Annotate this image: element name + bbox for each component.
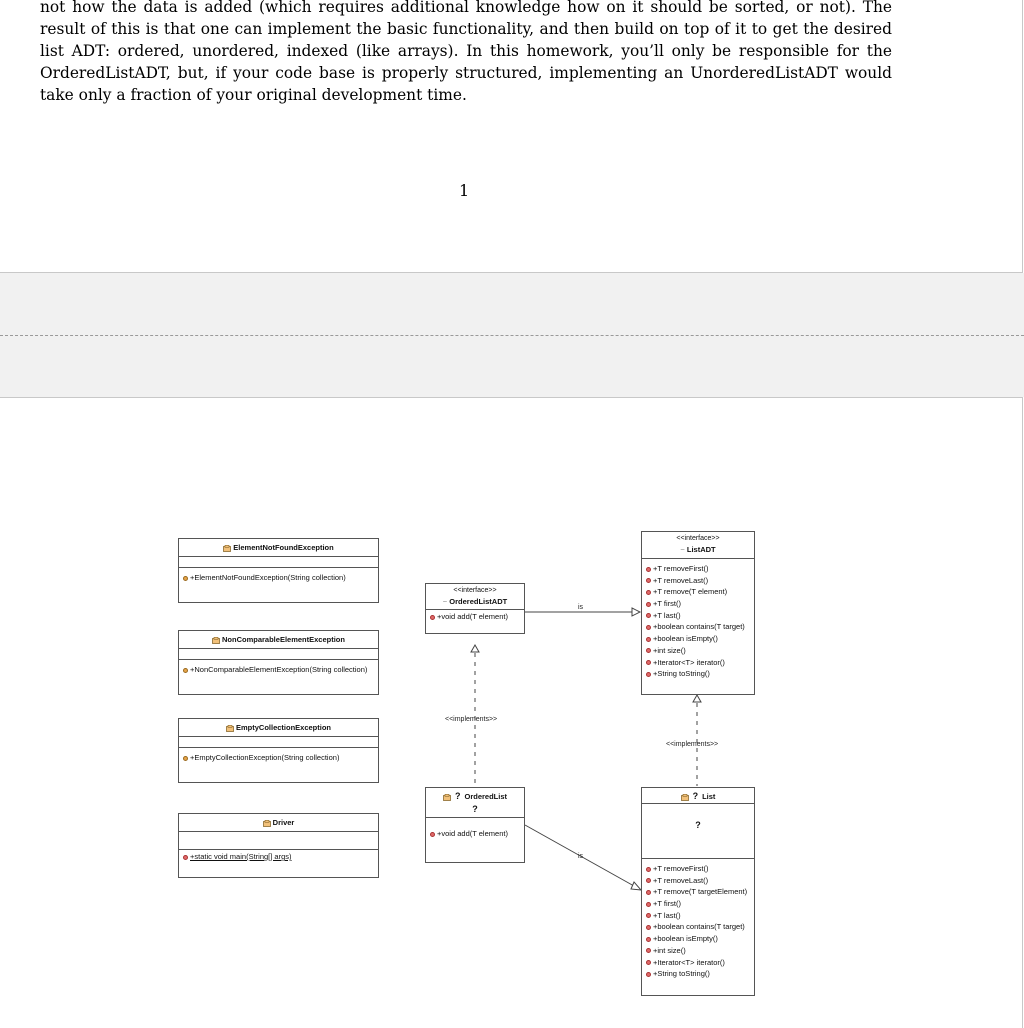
document-page-1 bbox=[0, 0, 1023, 273]
ordered-list-adt-interface bbox=[425, 583, 525, 634]
class-header bbox=[179, 814, 378, 832]
method-row: +boolean isEmpty() bbox=[642, 933, 754, 945]
class-name: NonComparableElementException bbox=[222, 635, 345, 644]
public-method-icon bbox=[646, 902, 651, 907]
public-method-icon bbox=[646, 660, 651, 665]
public-method-icon bbox=[646, 590, 651, 595]
generalization-arrow-2 bbox=[631, 882, 641, 890]
public-method-icon bbox=[646, 913, 651, 918]
public-method-icon bbox=[646, 948, 651, 953]
public-method-icon bbox=[646, 972, 651, 977]
public-method-icon bbox=[646, 925, 651, 930]
fields-section bbox=[179, 737, 378, 748]
class-title bbox=[426, 788, 524, 803]
method-row: +T first() bbox=[642, 598, 754, 610]
method-row: +T last() bbox=[642, 610, 754, 622]
class-header bbox=[179, 539, 378, 557]
public-method-icon bbox=[646, 960, 651, 965]
realization-arrow-1 bbox=[471, 645, 479, 652]
realization-arrow-2 bbox=[693, 695, 701, 702]
class-body-placeholder: ? bbox=[472, 804, 478, 814]
class-name: List bbox=[702, 792, 716, 801]
class-icon bbox=[223, 545, 231, 552]
methods-section bbox=[179, 850, 378, 877]
driver-class bbox=[178, 813, 379, 878]
fields-section bbox=[179, 649, 378, 660]
public-method-icon bbox=[183, 668, 188, 673]
element-not-found-exception-class bbox=[178, 538, 379, 603]
class-icon bbox=[226, 725, 234, 732]
interface-title: ~ OrderedListADT bbox=[442, 597, 508, 606]
implements-label-1: <<implements>> bbox=[445, 716, 498, 723]
unknown-marker: ? bbox=[692, 791, 699, 801]
generalization-arrow-1 bbox=[632, 608, 640, 616]
class-header bbox=[179, 631, 378, 649]
public-method-icon bbox=[646, 613, 651, 618]
method-row: +T last() bbox=[642, 910, 754, 922]
methods-section bbox=[179, 568, 378, 602]
public-method-icon bbox=[646, 878, 651, 883]
page-gap bbox=[0, 273, 1024, 397]
class-body-placeholder: ? bbox=[642, 804, 754, 859]
public-method-icon bbox=[646, 867, 651, 872]
class-header bbox=[426, 788, 524, 818]
interface-header bbox=[426, 584, 524, 610]
method-row: +T removeFirst() bbox=[642, 563, 754, 575]
fields-section bbox=[179, 557, 378, 568]
public-method-icon bbox=[646, 637, 651, 642]
method-row: +T remove(T targetElement) bbox=[642, 886, 754, 898]
is-label-1: is bbox=[578, 604, 584, 611]
method-row: +void add(T element) bbox=[426, 828, 524, 840]
interface-title: ~ ListADT bbox=[680, 545, 716, 554]
class-name: OrderedList bbox=[464, 792, 507, 801]
public-method-icon bbox=[430, 615, 435, 620]
non-comparable-element-exception-class bbox=[178, 630, 379, 695]
method-row: +EmptyCollectionException(String collection) bbox=[179, 752, 378, 764]
class-name: EmptyCollectionException bbox=[235, 723, 331, 732]
public-method-icon bbox=[646, 578, 651, 583]
methods-section bbox=[426, 610, 524, 633]
method-row: +boolean contains(T target) bbox=[642, 621, 754, 633]
method-row: +void add(T element) bbox=[426, 611, 524, 623]
method-row: +T removeLast() bbox=[642, 575, 754, 587]
empty-collection-exception-class bbox=[178, 718, 379, 783]
method-row: +int size() bbox=[642, 945, 754, 957]
method-row: +int size() bbox=[642, 645, 754, 657]
method-row: +boolean isEmpty() bbox=[642, 633, 754, 645]
class-name: ElementNotFoundException bbox=[233, 543, 334, 552]
public-method-icon bbox=[646, 890, 651, 895]
method-row: +T remove(T element) bbox=[642, 586, 754, 598]
class-icon bbox=[681, 794, 689, 801]
method-row: +T removeLast() bbox=[642, 875, 754, 887]
page-number: 1 bbox=[459, 181, 470, 200]
method-row: +ElementNotFoundException(String collection) bbox=[179, 572, 378, 584]
stereotype: <<interface>> bbox=[676, 535, 720, 542]
is-label-2: is bbox=[578, 853, 584, 860]
interface-name: OrderedListADT bbox=[449, 597, 508, 606]
unknown-marker: ? bbox=[454, 791, 461, 801]
method-row: +boolean contains(T target) bbox=[642, 921, 754, 933]
class-icon bbox=[263, 820, 271, 827]
page-break-divider bbox=[0, 335, 1024, 336]
public-method-icon bbox=[646, 567, 651, 572]
public-method-icon bbox=[646, 602, 651, 607]
method-row: +T removeFirst() bbox=[642, 863, 754, 875]
class-icon bbox=[443, 794, 451, 801]
body-paragraph: not how the data is added (which requires additional knowledge how on it should be sorted, or not). The result of this is that one can implement the basic functionality, and then build on top of it to get the desired list ADT: ordered, unordered, indexed (like arrays). In this homework, you’ll only be responsible for the OrderedListADT, but, if your code base is properly structured, implementing an UnorderedListADT would take only a fraction of your original development time. bbox=[40, 0, 892, 104]
method-row: +T first() bbox=[642, 898, 754, 910]
class-header bbox=[642, 788, 754, 804]
public-method-icon bbox=[646, 625, 651, 630]
methods-section bbox=[179, 660, 378, 694]
method-row: +String toString() bbox=[642, 668, 754, 680]
document-page-2 bbox=[0, 397, 1023, 1028]
interface-header bbox=[642, 532, 754, 559]
public-method-icon bbox=[646, 648, 651, 653]
public-method-icon bbox=[430, 832, 435, 837]
method-row: +NonComparableElementException(String collection) bbox=[179, 664, 378, 676]
public-method-icon bbox=[183, 756, 188, 761]
list-class bbox=[641, 787, 755, 996]
methods-section bbox=[642, 559, 754, 694]
method-row: +Iterator<T> iterator() bbox=[642, 657, 754, 669]
diagram-connectors bbox=[0, 398, 1022, 1028]
method-row: +String toString() bbox=[642, 968, 754, 980]
fields-section bbox=[179, 832, 378, 850]
class-header bbox=[179, 719, 378, 737]
public-method-icon bbox=[183, 576, 188, 581]
ordered-list-class bbox=[425, 787, 525, 863]
public-method-icon bbox=[646, 937, 651, 942]
list-adt-interface bbox=[641, 531, 755, 695]
public-method-icon bbox=[646, 672, 651, 677]
methods-section bbox=[426, 818, 524, 862]
class-name: Driver bbox=[272, 818, 295, 827]
methods-section bbox=[642, 859, 754, 995]
method-row: +Iterator<T> iterator() bbox=[642, 957, 754, 969]
method-row: +static void main(String[] args) bbox=[179, 851, 378, 863]
implements-label-2: <<implements>> bbox=[666, 741, 719, 748]
class-icon bbox=[212, 637, 220, 644]
public-method-icon bbox=[183, 855, 188, 860]
methods-section bbox=[179, 748, 378, 782]
interface-name: ListADT bbox=[686, 545, 716, 554]
stereotype: <<interface>> bbox=[453, 587, 497, 594]
